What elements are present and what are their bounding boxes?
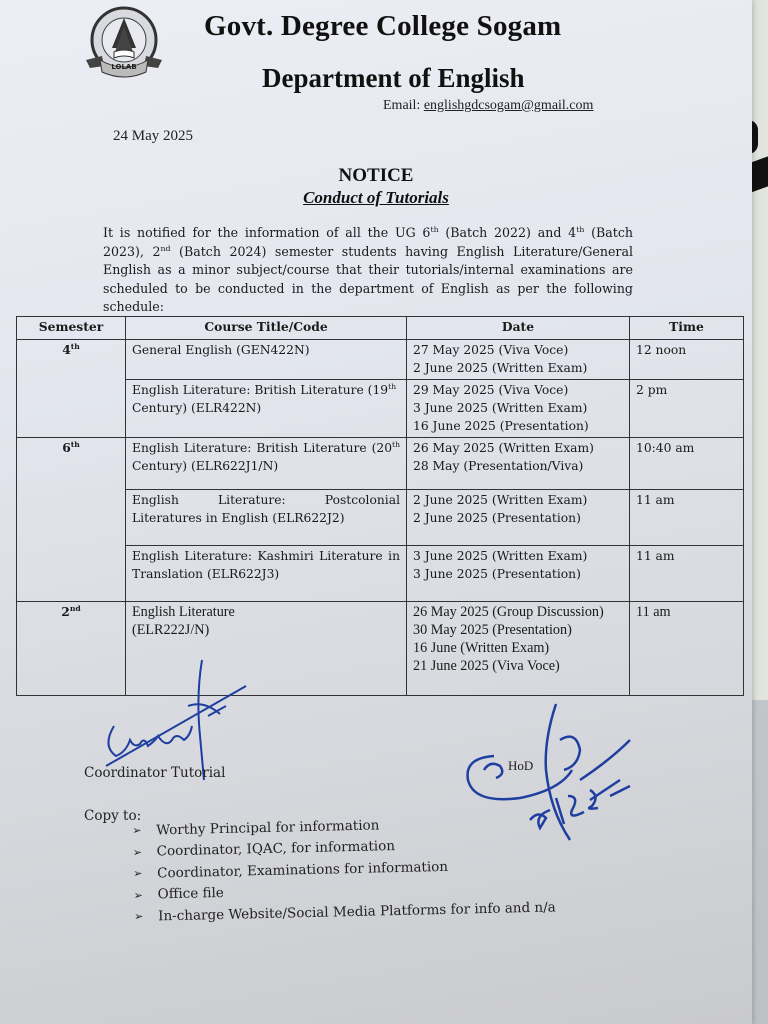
date-cell	[407, 380, 630, 438]
date-cell	[407, 546, 630, 602]
date-entry: 3 June 2025 (Written Exam)	[413, 401, 588, 415]
paragraph-text: (Batch 2022) and 4	[438, 225, 577, 240]
date-entry: 29 May 2025 (Viva Voce)	[413, 383, 569, 397]
date-entry: 28 May (Presentation/Viva)	[413, 459, 584, 473]
date-entry: 30 May 2025 (Presentation)	[413, 622, 572, 638]
copy-to-item: Office file	[157, 885, 225, 903]
schedule-table	[16, 316, 744, 696]
superscript: th	[70, 341, 80, 351]
copy-to-label: Copy to:	[84, 808, 142, 824]
course-cell	[126, 380, 407, 438]
date-entry: 2 June 2025 (Written Exam)	[413, 361, 588, 375]
copy-to-item: Coordinator, IQAC, for information	[156, 838, 396, 860]
course-code: (ELR222J/N)	[132, 622, 210, 638]
table-row	[17, 380, 744, 438]
copy-to-item: Worthy Principal for information	[156, 817, 380, 839]
time-cell: 2 pm	[630, 380, 744, 438]
arrow-bullet-icon: ➢	[134, 910, 144, 924]
paragraph-text: (Batch 2023), 2	[103, 225, 634, 259]
semester-number: 4	[62, 342, 71, 357]
course-title: English Literature: British Literature (19	[132, 383, 389, 397]
date-cell	[407, 438, 630, 490]
superscript: th	[70, 439, 80, 449]
notice-title: NOTICE	[338, 165, 414, 186]
course-title: General English (GEN422N)	[132, 343, 310, 357]
date-entry: 26 May 2025 (Group Discussion)	[413, 604, 604, 620]
superscript: nd	[69, 603, 81, 613]
date-entry: 3 June 2025 (Written Exam)	[413, 549, 588, 563]
table-row	[17, 490, 744, 546]
semester-cell	[17, 340, 126, 438]
copy-to-list	[132, 810, 556, 927]
date-entry: 16 June 2025 (Presentation)	[413, 419, 589, 433]
email-label: Email:	[383, 98, 421, 113]
date-entry: 27 May 2025 (Viva Voce)	[413, 343, 569, 357]
date-entry: 3 June 2025 (Presentation)	[413, 567, 581, 581]
time-cell: 11 am	[630, 490, 744, 546]
college-name: Govt. Degree College Sogam	[204, 10, 562, 42]
arrow-bullet-icon: ➢	[133, 867, 143, 881]
time-cell: 11 am	[630, 546, 744, 602]
notice-subtitle-text: Conduct of Tutorials	[303, 188, 449, 207]
date-entry: 16 June (Written Exam)	[413, 640, 550, 656]
hod-label: HoD	[508, 758, 534, 773]
superscript: th	[576, 224, 585, 234]
course-cell: English Literature: Kashmiri Literature in Translation (ELR622J3)	[126, 546, 407, 602]
header-course: Course Title/Code	[126, 317, 407, 340]
copy-to-item: In-charge Website/Social Media Platforms for info and n/a	[158, 899, 556, 925]
notice-paragraph	[103, 224, 633, 317]
date-entry: 26 May 2025 (Written Exam)	[413, 441, 594, 455]
course-title: Century) (ELR422N)	[132, 401, 262, 415]
svg-text:LOLAB: LOLAB	[111, 63, 137, 71]
time-cell: 11 am	[630, 602, 744, 696]
copy-to-item: Coordinator, Examinations for information	[157, 858, 449, 882]
table-header-row	[17, 317, 744, 340]
semester-cell	[17, 438, 126, 602]
coordinator-signature	[96, 656, 256, 776]
time-cell: 10:40 am	[630, 438, 744, 490]
time-cell: 12 noon	[630, 340, 744, 380]
semester-number: 2	[61, 604, 70, 619]
course-title: English Literature	[132, 604, 235, 620]
college-logo-icon	[82, 4, 166, 82]
date-cell	[407, 602, 630, 696]
date-entry: 21 June 2025 (Viva Voce)	[413, 658, 560, 674]
email-link[interactable]: englishgdcsogam@gmail.com	[423, 98, 594, 113]
superscript: th	[430, 224, 439, 234]
paragraph-text: It is notified for the information of all the UG 6	[103, 225, 431, 240]
date-entry: 2 June 2025 (Written Exam)	[413, 493, 588, 507]
table-row	[17, 546, 744, 602]
notice-subtitle	[0, 188, 752, 208]
department-name: Department of English	[262, 63, 525, 93]
superscript: th	[392, 439, 400, 449]
table-row	[17, 340, 744, 380]
arrow-bullet-icon: ➢	[132, 824, 142, 838]
semester-number: 6	[62, 440, 71, 455]
date-cell	[407, 490, 630, 546]
coordinator-label: Coordinator Tutorial	[84, 765, 226, 781]
email-line	[383, 98, 593, 114]
date-entry: 2 June 2025 (Presentation)	[413, 511, 581, 525]
table-row	[17, 438, 744, 490]
arrow-bullet-icon: ➢	[133, 888, 144, 902]
course-title: English Literature: British Literature (20	[132, 441, 393, 455]
arrow-bullet-icon: ➢	[132, 845, 143, 859]
course-cell	[126, 340, 407, 380]
course-cell: English Literature: Postcolonial Literatures in English (ELR622J2)	[126, 490, 407, 546]
superscript: nd	[160, 243, 171, 253]
notice-date: 24 May 2025	[113, 128, 193, 144]
header-semester: Semester	[17, 317, 126, 340]
header-time: Time	[630, 317, 744, 340]
paragraph-text: (Batch 2024) semester students having English Literature/General English as a minor subject/course that their tutorials/internal examinations are scheduled to be conducted in the department of English as per the following schedule:	[103, 243, 633, 314]
course-cell	[126, 438, 407, 490]
course-title: Century) (ELR622J1/N)	[132, 459, 279, 473]
superscript: th	[388, 381, 397, 391]
header-date: Date	[407, 317, 630, 340]
date-cell	[407, 340, 630, 380]
